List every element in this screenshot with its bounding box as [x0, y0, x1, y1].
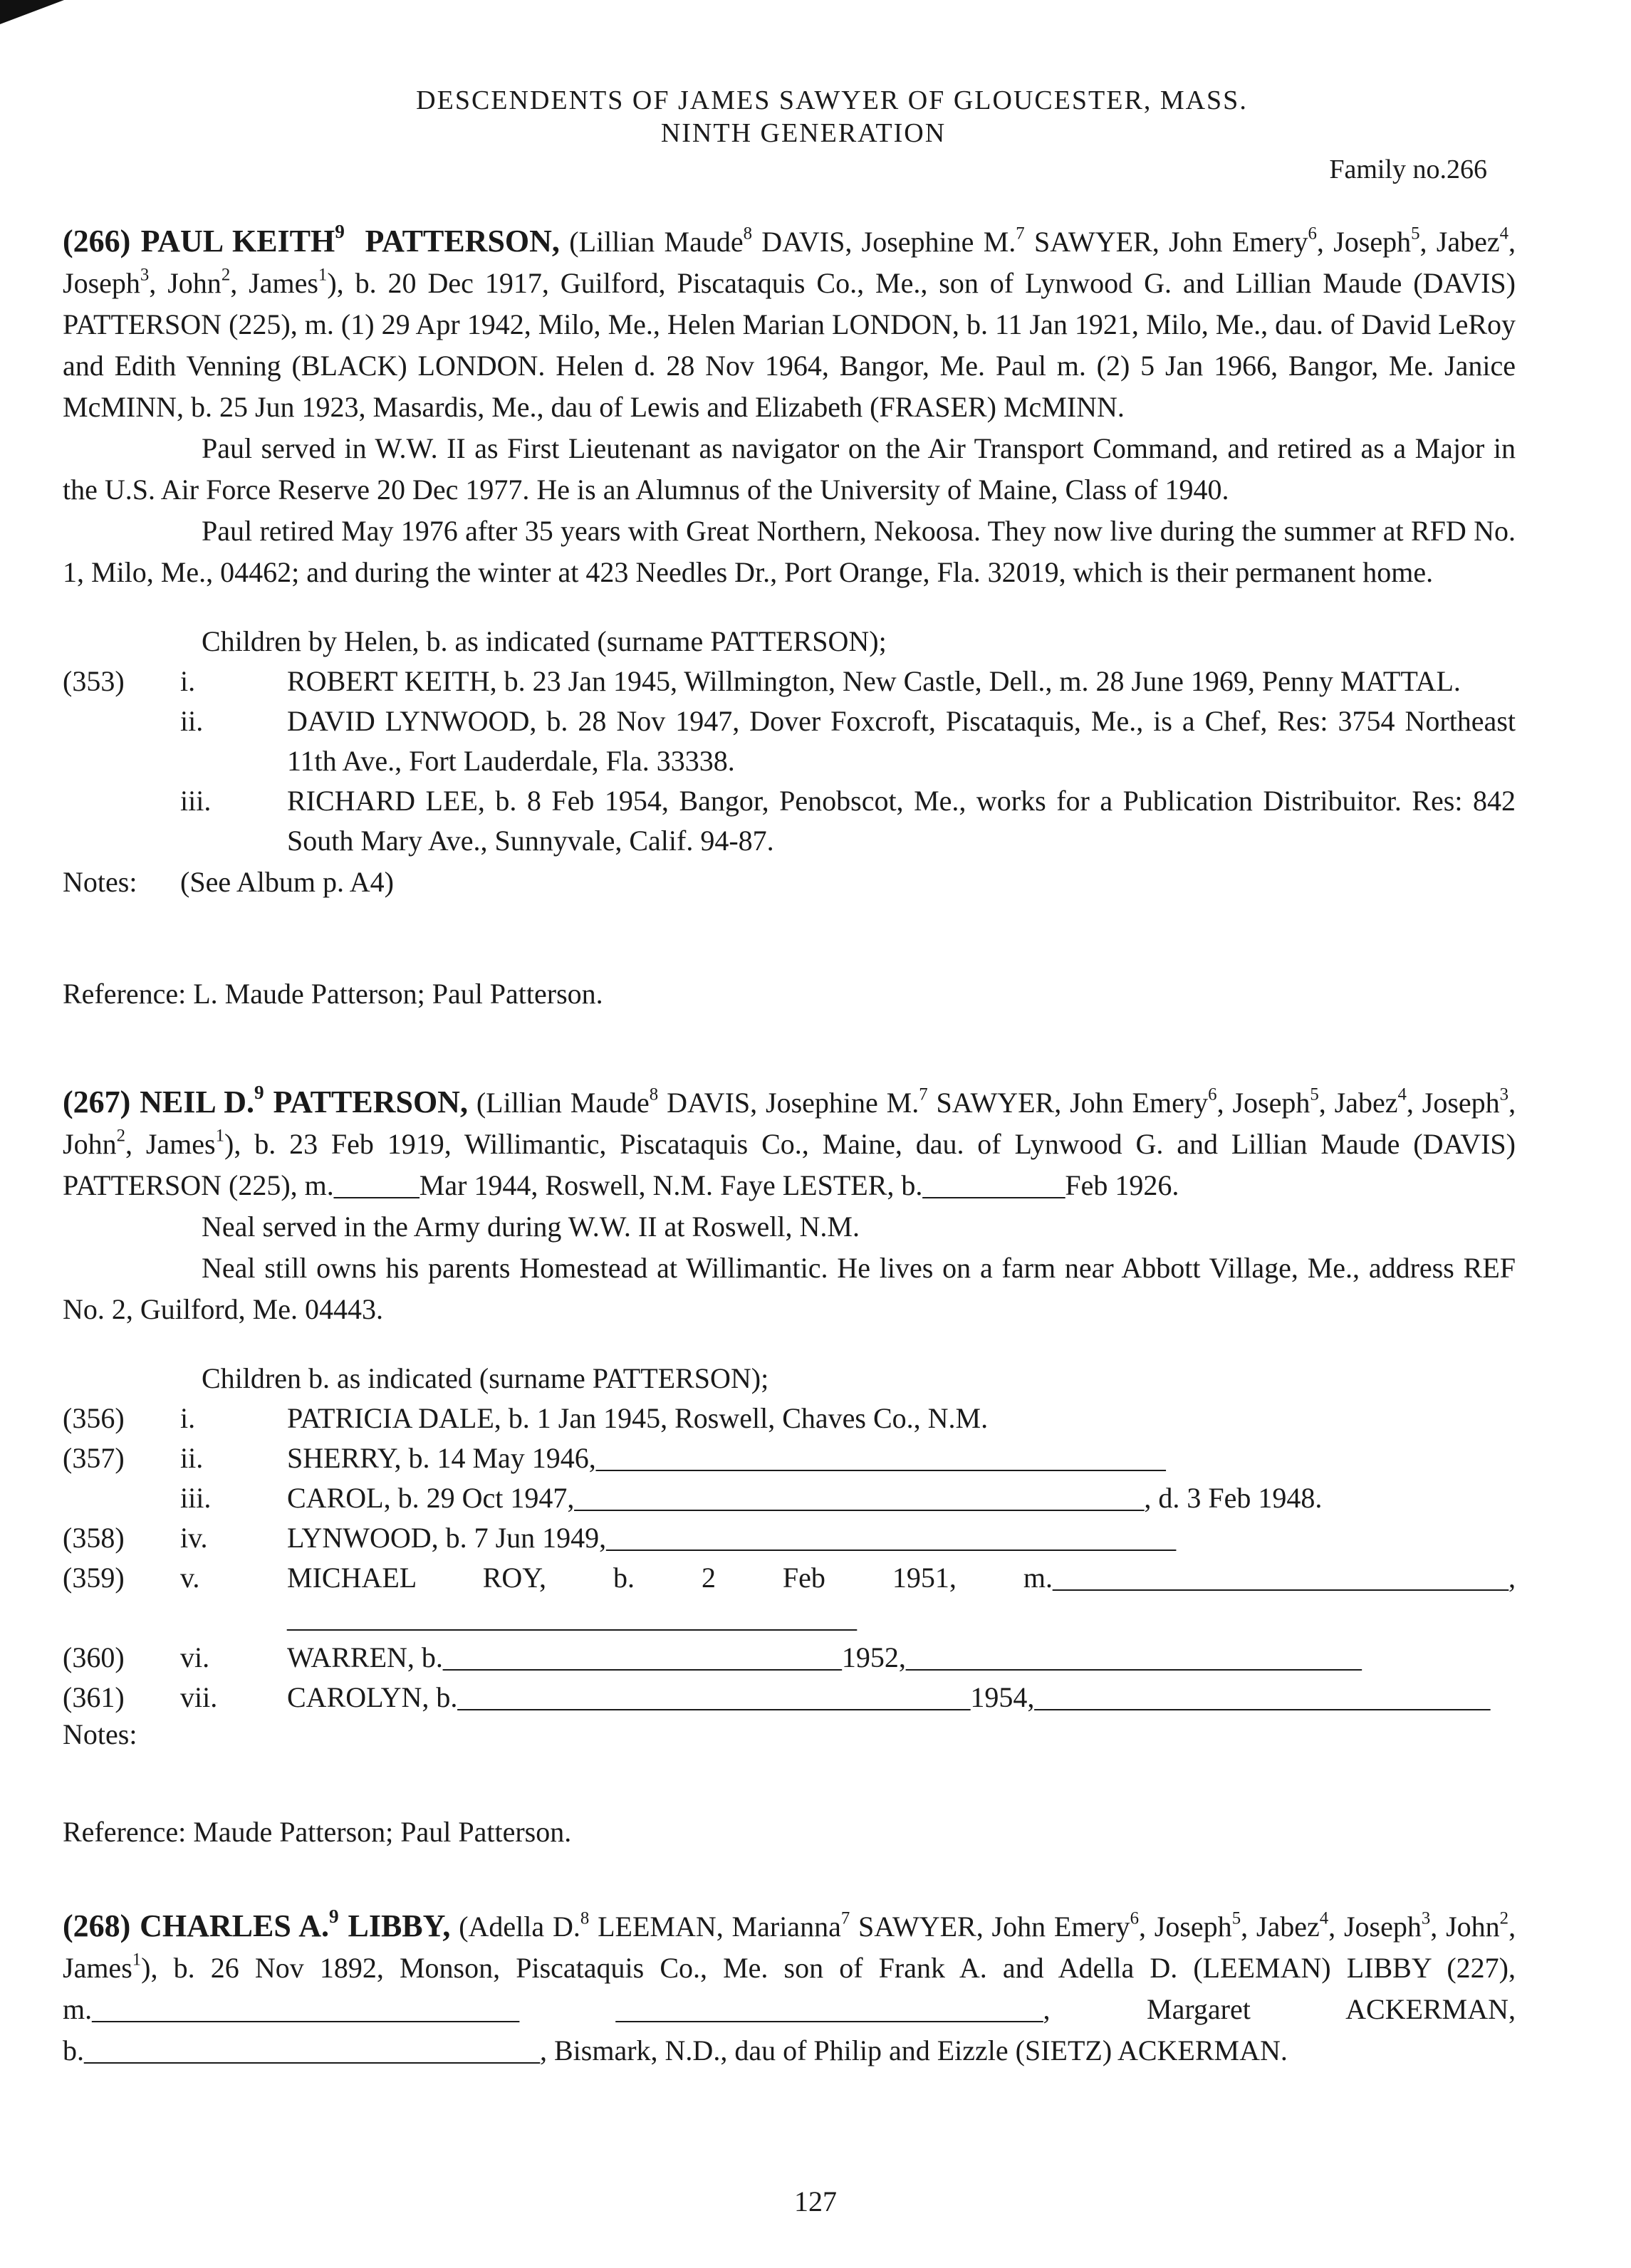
entry-267-notes: Notes:: [63, 1718, 137, 1750]
list-item: (357) ii. SHERRY, b. 14 May 1946,________________________________________: [63, 1442, 1166, 1474]
entry-heading: (266) PAUL KEITH$^9$ PATTERSON,: [63, 220, 560, 258]
entry-266: [63, 221, 1516, 593]
list-item: (361) vii. CAROLYN, b.____________________________________1954,________________________________: [63, 1681, 1491, 1713]
list-item: (359) v. MICHAEL ROY, b. 2 Feb 1951, m.________________________________, ________________________________________: [63, 1562, 1516, 1634]
page-number: 127: [794, 2185, 837, 2217]
entry-266-service: Paul served in W.W. II as First Lieutenant as navigator on the Air Transport Command, and retired as a Major in the U.S. Air Force Reserve 20 Dec 1977. He is an Alumnus of the University of Maine, Class of 1940.: [63, 432, 1516, 506]
entry-267-reference: Reference: Maude Patterson; Paul Patterson.: [63, 1816, 572, 1848]
entry-267-service: Neal served in the Army during W.W. II at Roswell, N.M.: [202, 1211, 860, 1243]
scan-corner-mark: [0, 0, 64, 24]
entry-267-residence: Neal still owns his parents Homestead at Willimantic. He lives on a farm near Abbott Village, Me., address REF No. 2, Guilford, Me. 04443.: [63, 1252, 1516, 1325]
list-item: ii. DAVID LYNWOOD, b. 28 Nov 1947, Dover Foxcroft, Piscataquis, Me., is a Chef, Res: 3754 Northeast 11th Ave., Fort Lauderdale, Fla. 33338.: [180, 705, 1516, 777]
entry-266-children: [63, 622, 1516, 861]
entry-266-lineage: (266) PAUL KEITH$^9$ PATTERSON, (Lillian Maude$^8$ DAVIS, Josephine M.$^7$ SAWYER, John Emery$^6$, Joseph$^5$, Jabez$^4$, Joseph$^3$, John$^2$, James$^1$), b. 20 Dec 1917, Guilford, Piscataquis Co., Me., son of Lynwood G. and Lillian Maude (DAVIS) PATTERSON (225), m. (1) 29 Apr 1942, Milo, Me., Helen Marian LONDON, b. 11 Jan 1921, Milo, Me., dau. of David LeRoy and Edith Venning (BLACK) LONDON. Helen d. 28 Nov 1964, Bangor, Me. Paul m. (2) 5 Jan 1966, Bangor, Me. Janice McMINN, b. 25 Jun 1923, Masardis, Me., dau of Lewis and Elizabeth (FRASER) McMINN.: [63, 220, 1516, 423]
entry-266-notes: Notes: (See Album p. A4): [63, 866, 394, 898]
entry-266-retirement: Paul retired May 1976 after 35 years with Great Northern, Nekoosa. They now live during the summer at RFD No. 1, Milo, Me., 04462; and during the winter at 423 Needles Dr., Port Orange, Fla. 32019, which is their permanent home.: [63, 515, 1516, 588]
entry-266-reference: Reference: L. Maude Patterson; Paul Patterson.: [63, 978, 603, 1010]
children-intro: Children by Helen, b. as indicated (surname PATTERSON);: [202, 625, 887, 657]
entry-heading: (268) CHARLES A.$^9$ LIBBY,: [63, 1905, 451, 1943]
document-page: [63, 84, 1516, 2071]
children-intro: Children b. as indicated (surname PATTERSON);: [202, 1362, 769, 1394]
document-title: DESCENDENTS OF JAMES SAWYER OF GLOUCESTER, MASS.: [416, 85, 1248, 115]
entry-heading: (267) NEIL D.$^9$ PATTERSON,: [63, 1081, 468, 1119]
entry-267-lineage: (267) NEIL D.$^9$ PATTERSON, (Lillian Maude$^8$ DAVIS, Josephine M.$^7$ SAWYER, John Emery$^6$, Joseph$^5$, Jabez$^4$, Joseph$^3$, John$^2$, James$^1$), b. 23 Feb 1919, Willimantic, Piscataquis Co., Maine, dau. of Lynwood G. and Lillian Maude (DAVIS) PATTERSON (225), m.______Mar 1944, Roswell, N.M. Faye LESTER, b.__________Feb 1926.: [63, 1081, 1516, 1201]
list-item: iii. CAROL, b. 29 Oct 1947,________________________________________, d. 3 Feb 1948.: [180, 1482, 1323, 1514]
list-item: (353) i. ROBERT KEITH, b. 23 Jan 1945, Willmington, New Castle, Dell., m. 28 June 1969, Penny MATTAL.: [63, 665, 1461, 697]
list-item: (358) iv. LYNWOOD, b. 7 Jun 1949,________________________________________: [63, 1522, 1177, 1554]
family-number: Family no.266: [1329, 155, 1487, 184]
generation-title: NINTH GENERATION: [660, 118, 947, 148]
list-item: iii. RICHARD LEE, b. 8 Feb 1954, Bangor, Penobscot, Me., works for a Publication Distribuitor. Res: 842 South Mary Ave., Sunnyvale, Calif. 94-87.: [180, 785, 1516, 857]
list-item: (356) i. PATRICIA DALE, b. 1 Jan 1945, Roswell, Chaves Co., N.M.: [63, 1402, 989, 1434]
entry-267: [63, 1082, 1516, 1330]
entry-268: [63, 1906, 1516, 2071]
entry-267-children: [63, 1359, 1516, 1718]
list-item: (360) vi. WARREN, b.____________________________1952,________________________________: [63, 1641, 1362, 1673]
entry-268-lineage: (268) CHARLES A.$^9$ LIBBY, (Adella D.$^8$ LEEMAN, Marianna$^7$ SAWYER, John Emery$^6$, Joseph$^5$, Jabez$^4$, Joseph$^3$, John$^2$, James$^1$), b. 26 Nov 1892, Monson, Piscataquis Co., Me. son of Frank A. and Adella D. (LEEMAN) LIBBY (227), m.______________________________ ______________________________, Margaret ACKERMAN, b.________________________________, Bismark, N.D., dau of Philip and Eizzle (SIETZ) ACKERMAN.: [63, 1905, 1516, 2066]
